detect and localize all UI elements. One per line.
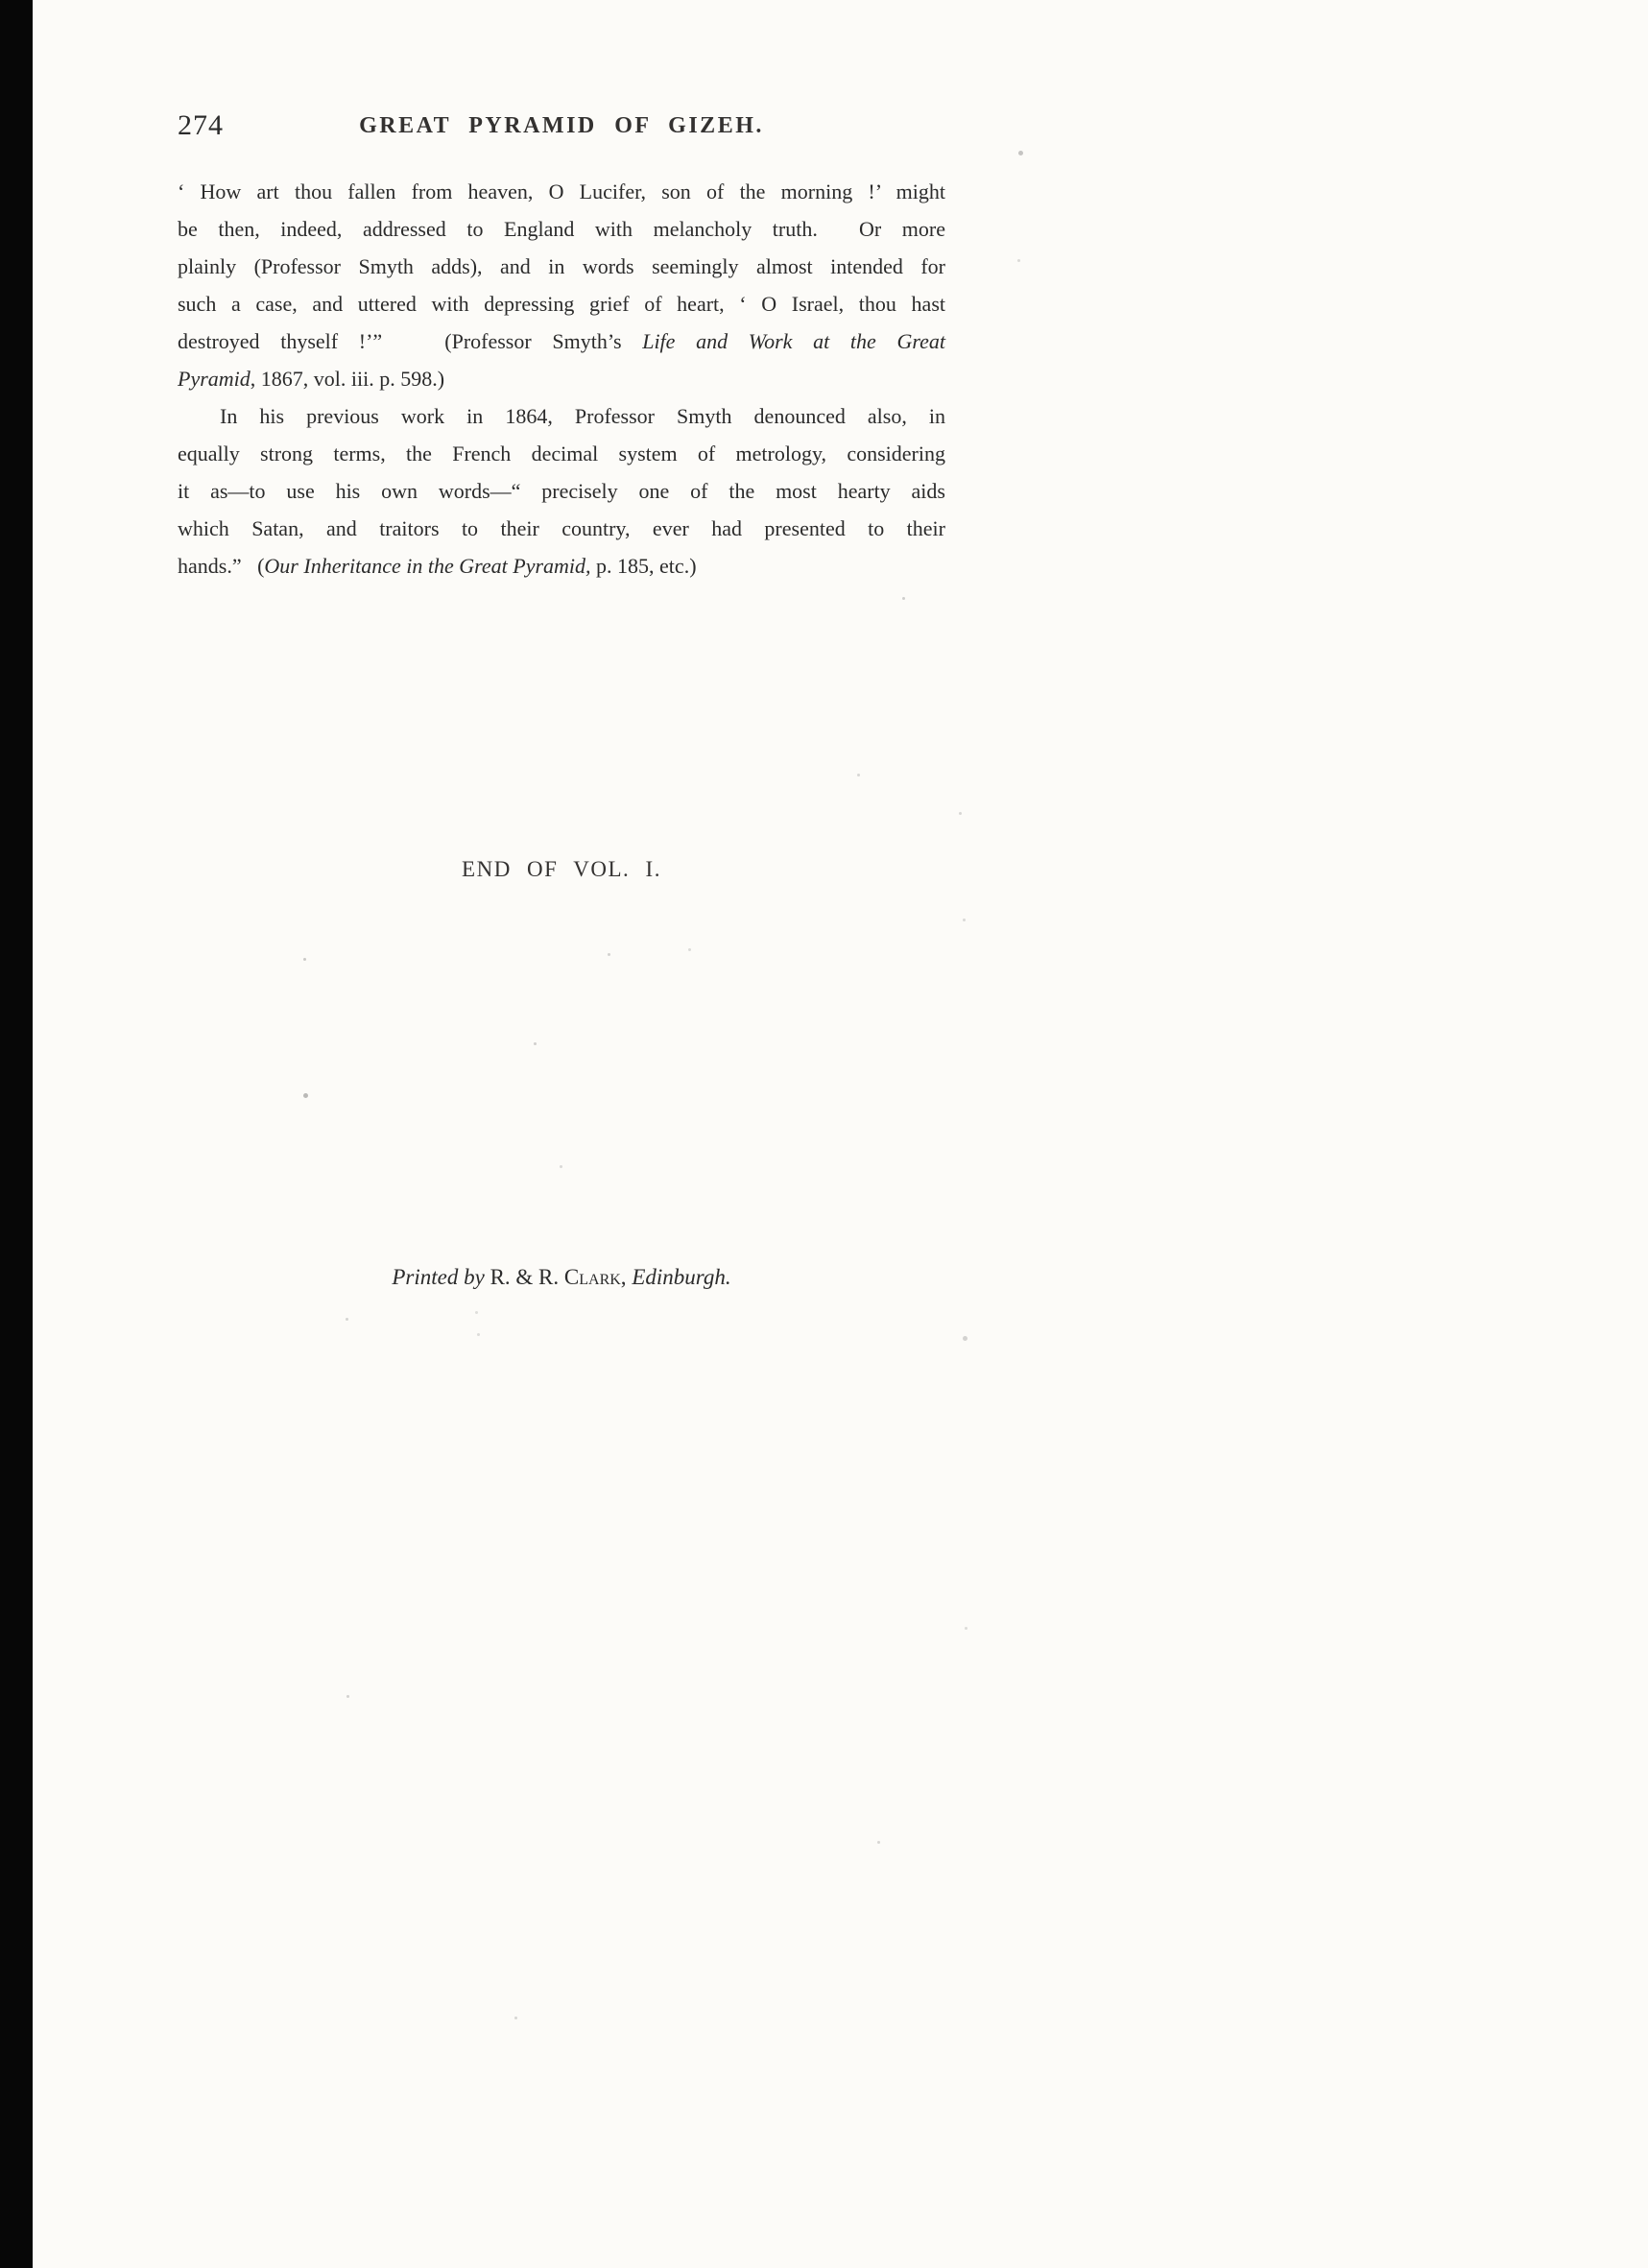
text-segment: Life and Work at the Great [642,329,945,353]
text-segment: destroyed thyself !’” (Professor Smyth’s [178,329,643,353]
scan-film-edge [0,0,33,2268]
text-line [178,322,945,360]
text-segment: it as—to use his own words—“ precisely one of the most hearty aids [178,479,945,503]
text-segment: such a case, and uttered with depressing grief of heart, ‘ O Israel, thou hast [178,292,945,316]
text-line [178,285,945,322]
text-line [178,173,945,210]
text-segment: Our Inheritance in the Great Pyramid, [264,554,591,578]
text-line [178,248,945,285]
paragraph [178,397,945,585]
text-segment: be then, indeed, addressed to England with melancholy truth. Or more [178,217,945,241]
text-segment: ‘ How art thou fallen from heaven, O Lucifer, son of the morning !’ might [178,179,945,203]
body-text [178,173,945,585]
text-segment: Printed by [392,1265,490,1289]
text-segment: hands.” ( [178,554,265,578]
text-segment: R. & R. [490,1265,564,1289]
text-line [178,472,945,510]
text-segment: equally strong terms, the French decimal system of metrology, considering [178,442,945,466]
end-of-volume-note: END OF VOL. I. [462,857,661,881]
scan-speckles [0,0,3,3]
text-segment: Clark, [563,1265,627,1289]
text-segment: In his previous work in 1864, Professor Smyth denounced also, in [220,404,945,428]
page-number: 274 [178,109,224,141]
text-segment: p. 185, etc.) [590,554,697,578]
colophon [178,1265,945,1290]
text-line [178,435,945,472]
page-header [178,107,945,146]
text-line [178,360,945,397]
text-line [178,397,945,435]
text-segment: Edinburgh. [632,1265,731,1289]
text-segment: , 1867, vol. iii. p. 598.) [250,367,445,391]
text-segment: plainly (Professor Smyth adds), and in words seemingly almost intended for [178,254,945,278]
text-line [178,510,945,547]
text-segment: Pyramid [178,367,251,391]
running-head: GREAT PYRAMID OF GIZEH. [359,113,764,138]
paragraph [178,173,945,397]
text-line [178,210,945,248]
text-segment: which Satan, and traitors to their country, ever had presented to their [178,516,945,540]
text-line [178,547,945,585]
